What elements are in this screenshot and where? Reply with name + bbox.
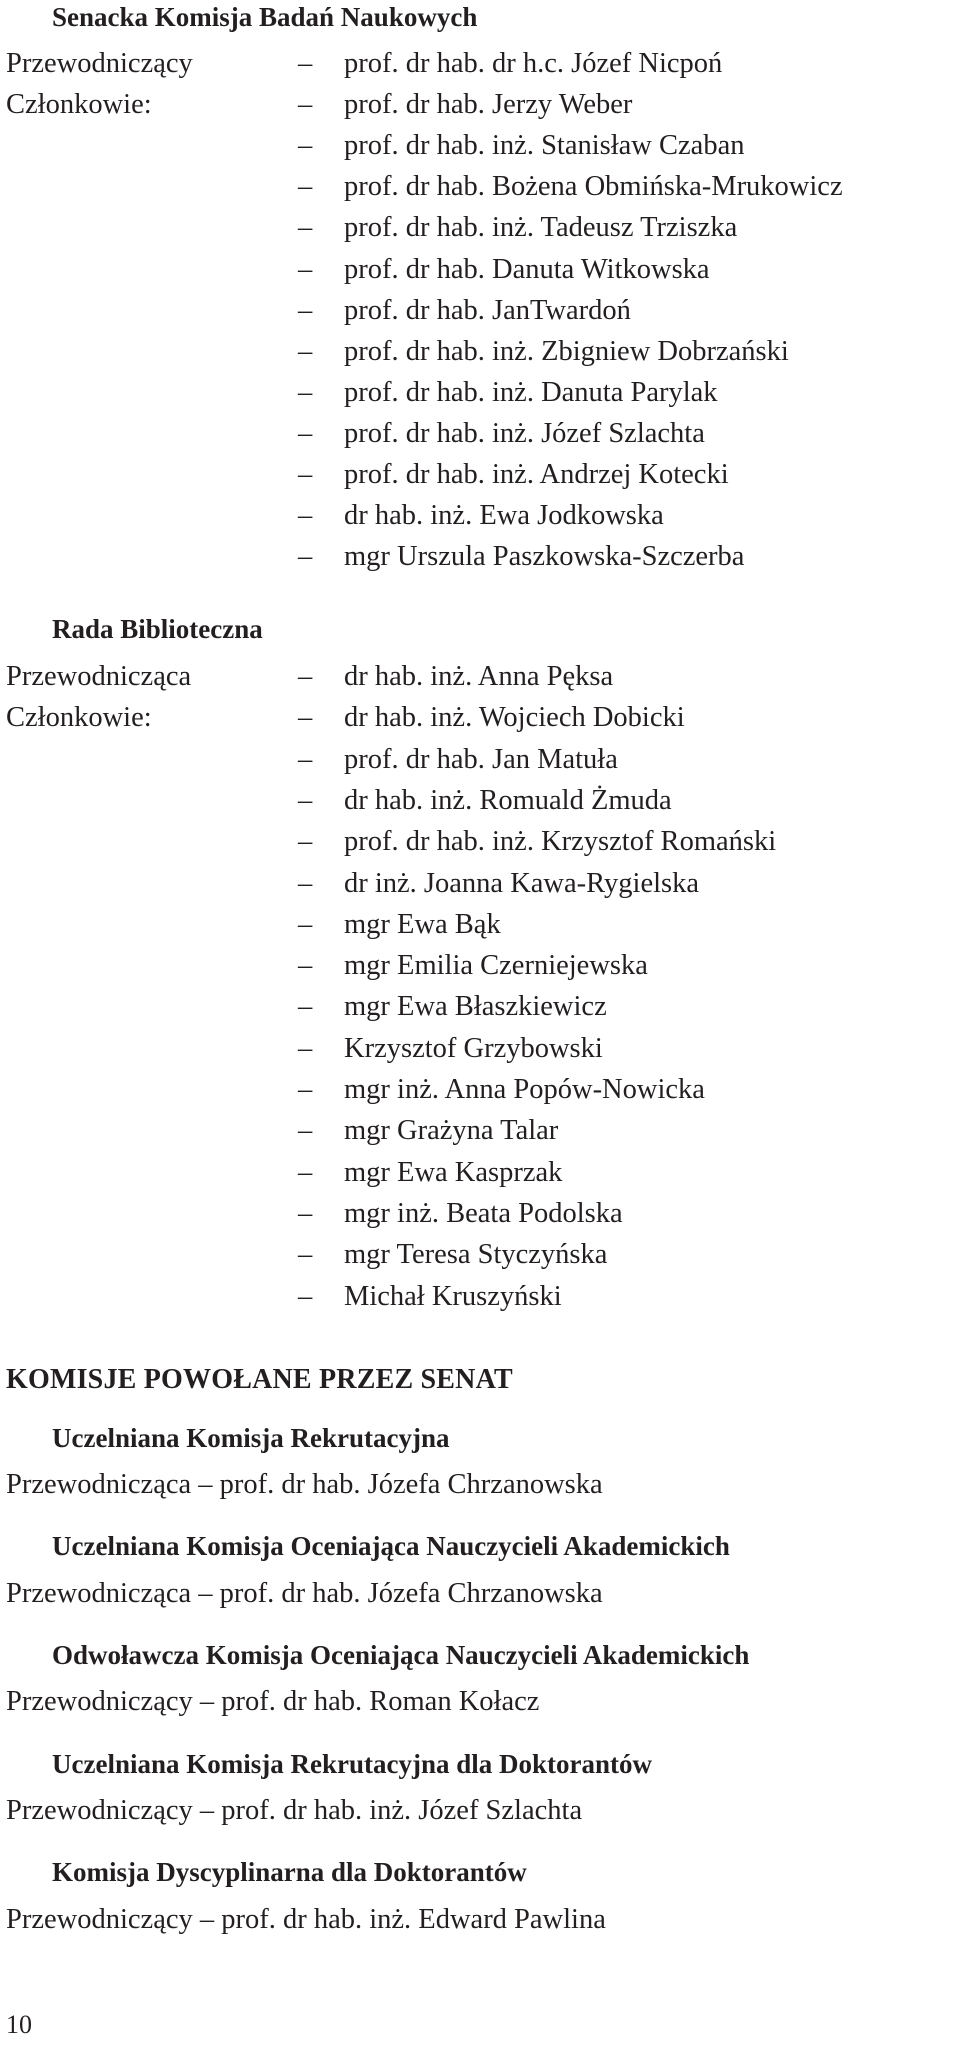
dash-separator: – xyxy=(298,89,313,121)
member-name: dr hab. inż. Anna Pęksa xyxy=(344,661,614,692)
member-row xyxy=(298,335,789,378)
chair-label: Przewodnicząca xyxy=(6,661,192,692)
dash-separator: – xyxy=(298,294,313,326)
member-row xyxy=(298,993,607,1033)
member-row xyxy=(298,173,843,213)
committee-title: Uczelniana Komisja Rekrutacyjna dla Doktorantów xyxy=(52,1749,652,1779)
member-name: prof. dr hab. Jerzy Weber xyxy=(344,89,633,121)
member-row xyxy=(298,214,737,254)
dash-separator: – xyxy=(298,541,313,573)
member-row xyxy=(298,908,501,951)
members-label: Członkowie: xyxy=(6,89,152,120)
member-name: prof. dr hab. inż. Danuta Parylak xyxy=(344,376,718,408)
member-row xyxy=(298,743,618,786)
committee-title: Odwoławcza Komisja Oceniająca Nauczycieli Akademickich xyxy=(52,1640,750,1670)
member-name: Michał Kruszyński xyxy=(344,1280,562,1312)
members-label: Członkowie: xyxy=(6,702,152,733)
committee-chair: Przewodniczący – prof. dr hab. inż. Edward Pawlina xyxy=(6,1904,606,1935)
member-name: mgr inż. Beata Podolska xyxy=(344,1197,623,1229)
dash-separator: – xyxy=(298,459,313,490)
member-name: mgr Ewa Błaszkiewicz xyxy=(344,991,607,1023)
member-row xyxy=(298,376,718,419)
member-row xyxy=(298,50,722,90)
dash-separator: – xyxy=(298,1239,313,1271)
member-row xyxy=(298,828,776,868)
committee-title: Uczelniana Komisja Oceniająca Nauczycieli Akademickich xyxy=(52,1531,730,1561)
member-name: prof. dr hab. dr h.c. Józef Nicpoń xyxy=(344,48,723,79)
dash-separator: – xyxy=(298,661,313,692)
member-name: Krzysztof Grzybowski xyxy=(344,1032,603,1064)
member-row xyxy=(298,784,672,827)
dash-separator: – xyxy=(298,950,313,982)
member-row xyxy=(298,253,710,296)
member-name: prof. dr hab. inż. Stanisław Czaban xyxy=(344,130,745,162)
dash-separator: – xyxy=(298,48,313,79)
member-row xyxy=(298,132,744,172)
member-name: prof. dr hab. Bożena Obmińska-Mrukowicz xyxy=(344,171,843,203)
chair-label: Przewodniczący xyxy=(6,48,193,79)
dash-separator: – xyxy=(298,908,313,940)
committee-chair: Przewodnicząca – prof. dr hab. Józefa Chrzanowska xyxy=(6,1469,603,1500)
member-row xyxy=(298,1156,563,1199)
committee-title: Uczelniana Komisja Rekrutacyjna xyxy=(52,1423,450,1453)
member-name: prof. dr hab. JanTwardoń xyxy=(344,294,631,326)
member-row xyxy=(298,867,699,910)
member-name: prof. dr hab. Jan Matuła xyxy=(344,743,618,775)
member-row xyxy=(298,1197,623,1240)
member-row xyxy=(298,704,685,744)
dash-separator: – xyxy=(298,1156,313,1188)
dash-separator: – xyxy=(298,253,313,285)
dash-separator: – xyxy=(298,1197,313,1229)
dash-separator: – xyxy=(298,335,313,367)
dash-separator: – xyxy=(298,784,313,816)
dash-separator: – xyxy=(298,376,313,408)
member-name: prof. dr hab. inż. Tadeusz Trziszka xyxy=(344,212,738,244)
member-name: mgr Grażyna Talar xyxy=(344,1115,559,1147)
member-name: dr hab. inż. Ewa Jodkowska xyxy=(344,500,664,532)
member-row xyxy=(298,1117,558,1157)
dash-separator: – xyxy=(298,743,313,775)
member-name: mgr Teresa Styczyńska xyxy=(344,1239,608,1271)
member-row xyxy=(298,543,744,583)
dash-separator: – xyxy=(298,826,313,858)
committee-chair: Przewodnicząca – prof. dr hab. Józefa Chrzanowska xyxy=(6,1578,603,1609)
member-name: mgr Ewa Bąk xyxy=(344,908,501,940)
member-row xyxy=(298,1076,705,1116)
member-name: prof. dr hab. inż. Krzysztof Romański xyxy=(344,826,777,858)
committee-chair: Przewodniczący – prof. dr hab. inż. Józef Szlachta xyxy=(6,1795,583,1826)
member-name: mgr inż. Anna Popów-Nowicka xyxy=(344,1074,705,1105)
senate-committees-heading: KOMISJE POWOŁANE PRZEZ SENAT xyxy=(6,1364,513,1395)
member-row xyxy=(298,1032,603,1075)
member-name: mgr Emilia Czerniejewska xyxy=(344,950,648,982)
member-name: prof. dr hab. Danuta Witkowska xyxy=(344,253,710,285)
dash-separator: – xyxy=(298,212,313,244)
member-name: mgr Ewa Kasprzak xyxy=(344,1156,563,1188)
member-row xyxy=(298,1241,607,1281)
dash-separator: – xyxy=(298,1115,313,1147)
member-row xyxy=(298,663,613,703)
dash-separator: – xyxy=(298,417,313,449)
member-row xyxy=(298,502,664,542)
dash-separator: – xyxy=(298,1280,313,1312)
member-row xyxy=(298,417,705,460)
member-row xyxy=(298,1280,562,1323)
member-name: dr hab. inż. Wojciech Dobicki xyxy=(344,702,685,734)
dash-separator: – xyxy=(298,171,313,203)
dash-separator: – xyxy=(298,1074,313,1105)
dash-separator: – xyxy=(298,500,313,532)
member-name: prof. dr hab. inż. Zbigniew Dobrzański xyxy=(344,335,789,367)
dash-separator: – xyxy=(298,991,313,1023)
member-row xyxy=(298,294,631,337)
dash-separator: – xyxy=(298,130,313,162)
dash-separator: – xyxy=(298,1032,313,1064)
dash-separator: – xyxy=(298,702,313,734)
member-row xyxy=(298,952,648,992)
member-row xyxy=(298,461,729,501)
committee-chair: Przewodniczący – prof. dr hab. Roman Kołacz xyxy=(6,1686,540,1717)
committee-title: Komisja Dyscyplinarna dla Doktorantów xyxy=(52,1857,527,1887)
member-name: prof. dr hab. inż. Józef Szlachta xyxy=(344,417,705,449)
member-name: dr inż. Joanna Kawa-Rygielska xyxy=(344,867,699,899)
section-title-research-committee: Senacka Komisja Badań Naukowych xyxy=(52,2,478,32)
section-title-library-council: Rada Biblioteczna xyxy=(52,614,263,644)
member-row xyxy=(298,91,632,131)
page-number: 10 xyxy=(6,2010,32,2039)
member-name: prof. dr hab. inż. Andrzej Kotecki xyxy=(344,459,729,490)
member-name: dr hab. inż. Romuald Żmuda xyxy=(344,784,672,816)
dash-separator: – xyxy=(298,867,313,899)
member-name: mgr Urszula Paszkowska-Szczerba xyxy=(344,541,745,573)
